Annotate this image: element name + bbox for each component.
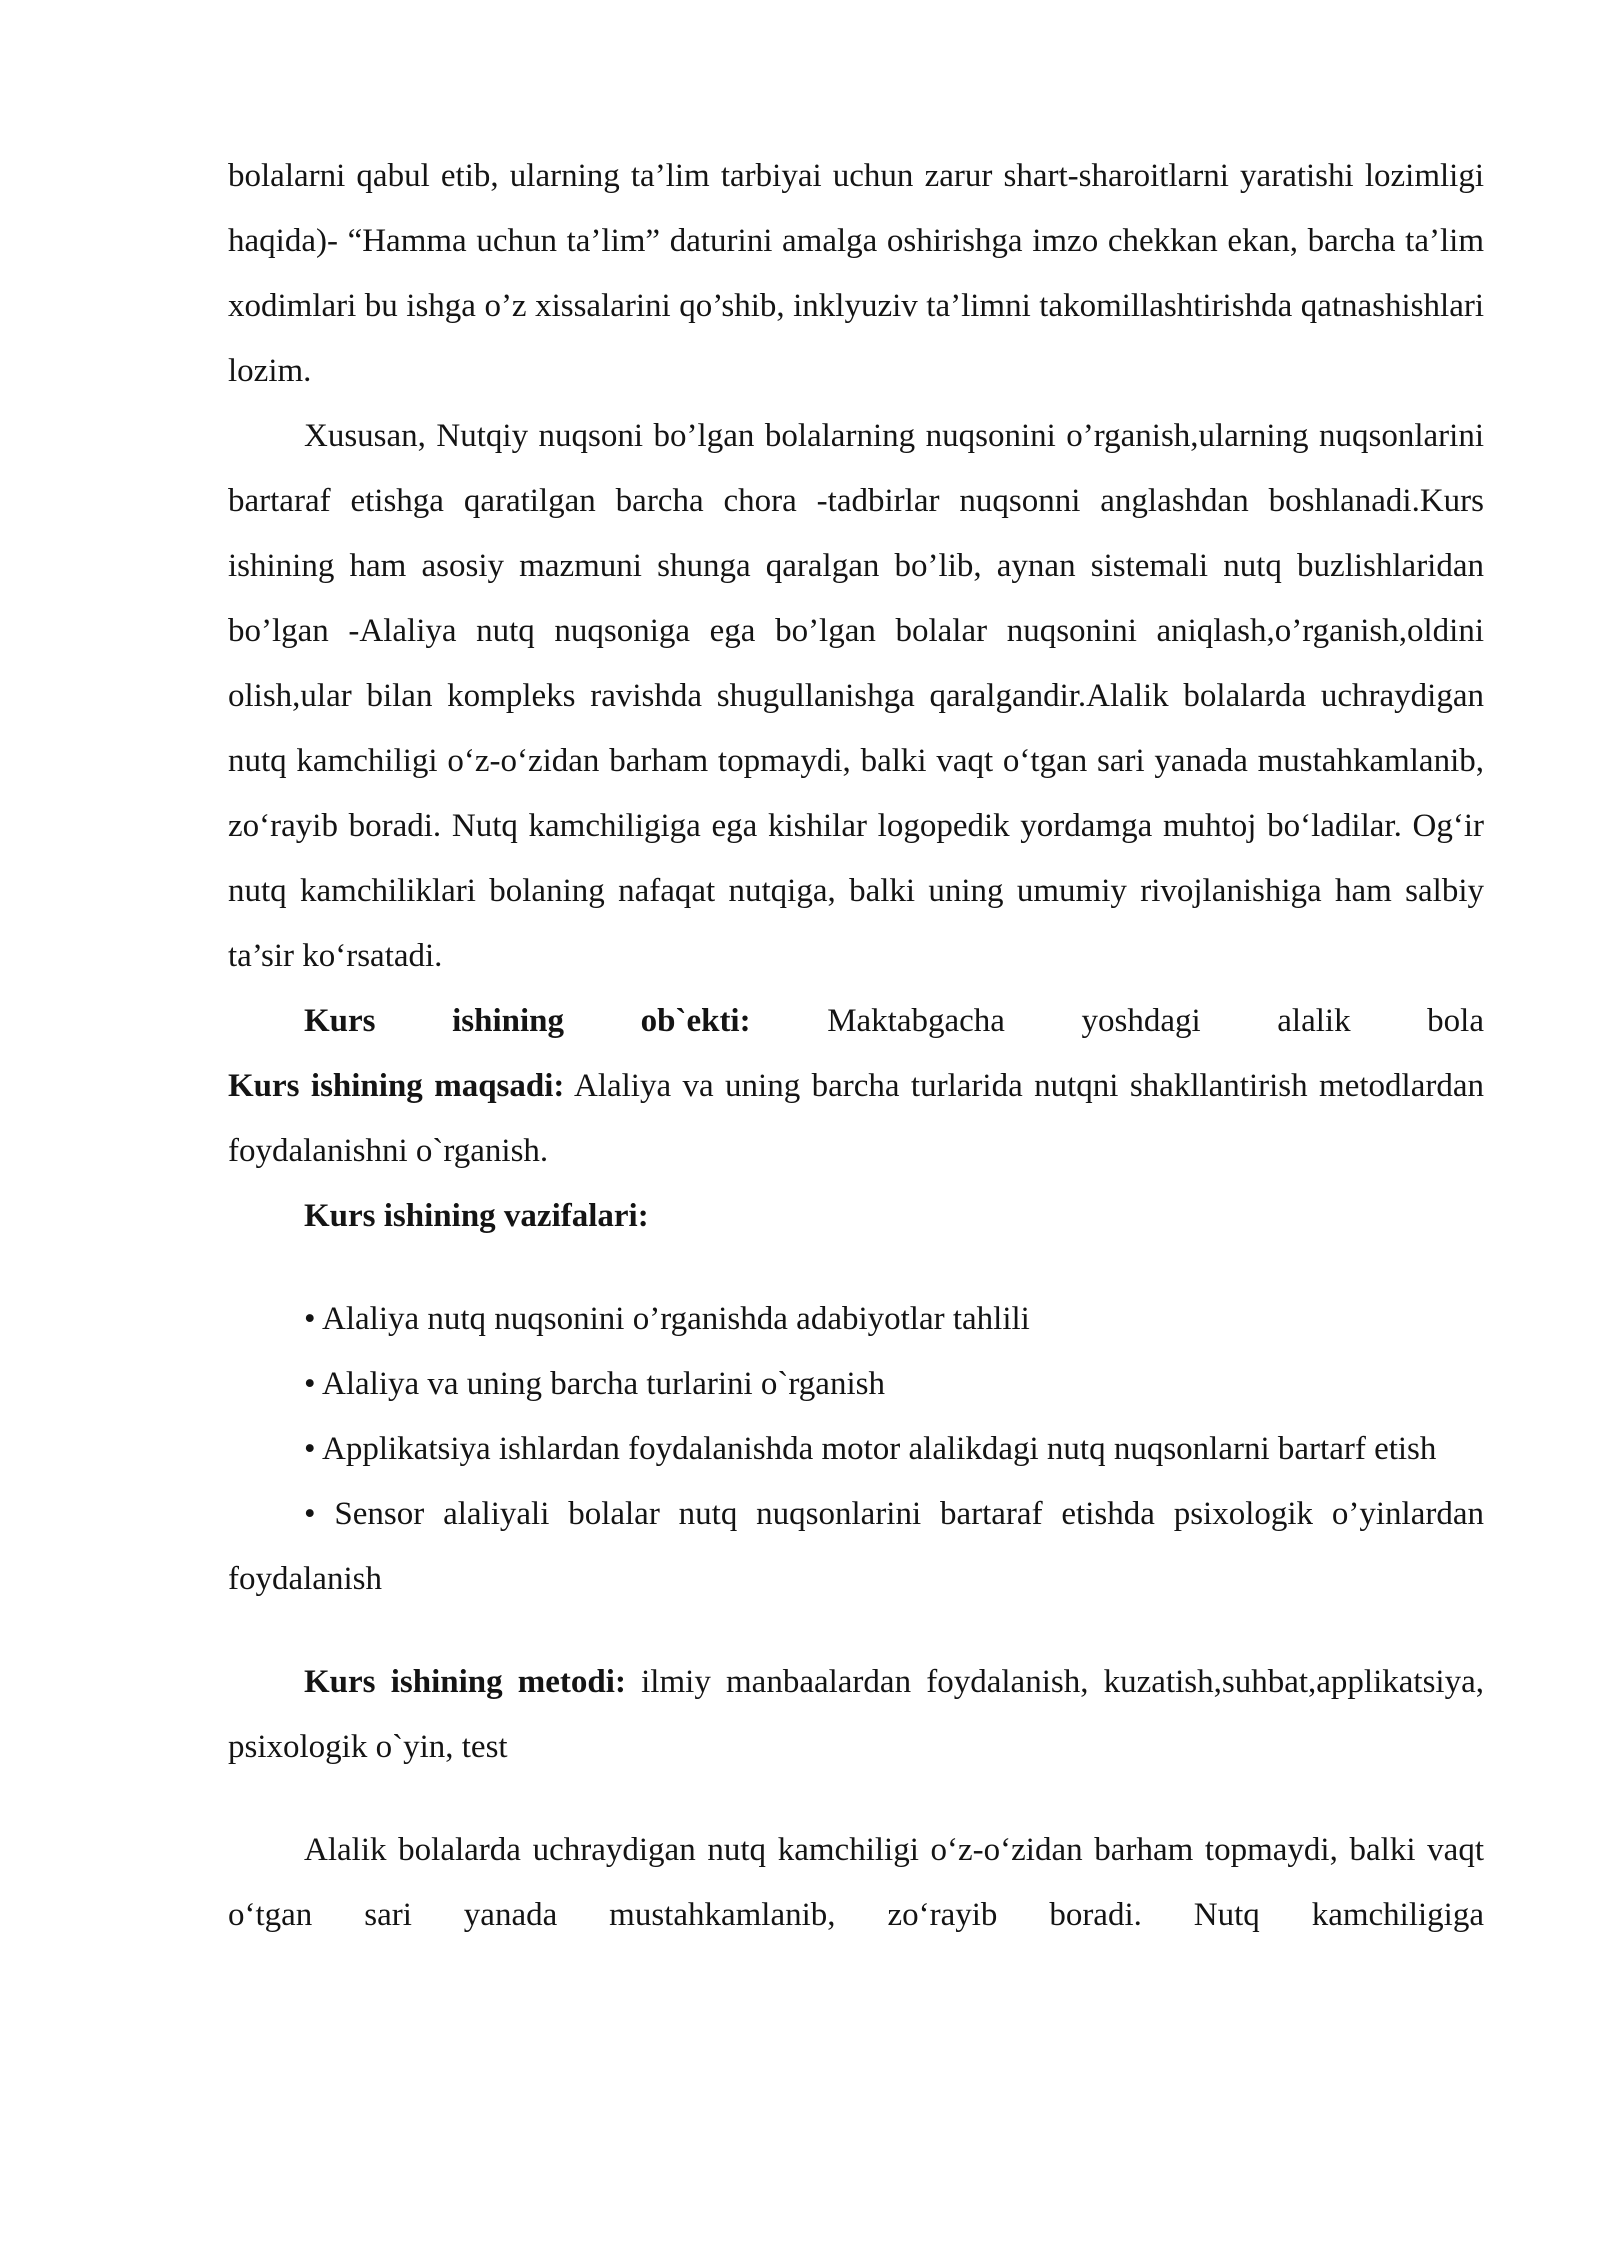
list-item: [228, 1482, 1484, 1612]
list-item: [228, 1417, 1484, 1482]
list-item: [228, 1352, 1484, 1417]
paragraph-closing: Alalik bolalarda uchraydigan nutq kamchiligi o‘z-o‘zidan barham topmaydi, balki vaqt o‘tgan sari yanada mustahkamlanib, zo‘rayib boradi. Nutq kamchiligiga: [228, 1832, 1484, 1933]
task-text: Applikatsiya ishlardan foydalanishda motor alalikdagi nutq nuqsonlarni bartarf etish: [322, 1431, 1437, 1467]
document-body: [228, 144, 1484, 1948]
method-text: ilmiy manbaalardan foydalanish, kuzatish,suhbat,applikatsiya, psixologik o`yin, test: [228, 1664, 1484, 1765]
paragraph-object: [228, 989, 1484, 1054]
tasks-list: [228, 1287, 1484, 1612]
object-label: Kurs ishining ob`ekti:: [304, 1003, 751, 1039]
tasks-heading: Kurs ishining vazifalari:: [304, 1198, 649, 1234]
task-text: Alaliya va uning barcha turlarini o`rganish: [322, 1366, 885, 1402]
paragraph-method: [228, 1650, 1484, 1780]
paragraph-xususan: Xususan, Nutqiy nuqsoni bo’lgan bolalarning nuqsonini o’rganish,ularning nuqsonlarini bartaraf etishga qaratilgan barcha chora -tadbirlar nuqsonni anglashdan boshlanadi.Kurs ishining ham asosiy mazmuni shunga qaralgan bo’lib, aynan sistemali nutq buzlishlaridan bo’lgan -Alaliya nutq nuqsoniga ega bo’lgan bolalar nuqsonini aniqlash,o’rganish,oldini olish,ular bilan kompleks ravishda shugullanishga qaralgandir.Alalik bolalarda uchraydigan nutq kamchiligi o‘z-o‘zidan barham topmaydi, balki vaqt o‘tgan sari yanada mustahkamlanib, zo‘rayib boradi. Nutq kamchiligiga ega kishilar logopedik yordamga muhtoj bo‘ladilar. Og‘ir nutq kamchiliklari bolaning nafaqat nutqiga, balki uning umumiy rivojlanishiga ham salbiy ta’sir ko‘rsatadi.: [228, 418, 1484, 974]
task-text: Alaliya nutq nuqsonini o’rganishda adabiyotlar tahlili: [322, 1301, 1030, 1337]
bullet-icon: •: [304, 1301, 316, 1337]
bullet-icon: •: [304, 1366, 316, 1402]
object-text: Maktabgacha yoshdagi alalik bola: [827, 1003, 1484, 1039]
list-item: [228, 1287, 1484, 1352]
goal-text: Alaliya va uning barcha turlarida nutqni shakllantirish metodlardan foydalanishni o`rganish.: [228, 1068, 1484, 1169]
task-text: Sensor alaliyali bolalar nutq nuqsonlarini bartaraf etishda psixologik o’yinlardan foydalanish: [228, 1496, 1484, 1597]
bullet-icon: •: [304, 1431, 316, 1467]
paragraph-intro-continuation: bolalarni qabul etib, ularning ta’lim tarbiyai uchun zarur shart-sharoitlarni yaratishi lozimligi haqida)- “Hamma uchun ta’lim” daturini amalga oshirishga imzo chekkan ekan, barcha ta’lim xodimlari bu ishga o’z xissalarini qo’shib, inklyuziv ta’limni takomillashtirishda qatnashishlari lozim.: [228, 158, 1484, 389]
bullet-icon: •: [304, 1496, 316, 1532]
paragraph-goal: [228, 1054, 1484, 1184]
goal-label: Kurs ishining maqsadi:: [228, 1068, 565, 1104]
method-label: Kurs ishining metodi:: [304, 1664, 626, 1700]
